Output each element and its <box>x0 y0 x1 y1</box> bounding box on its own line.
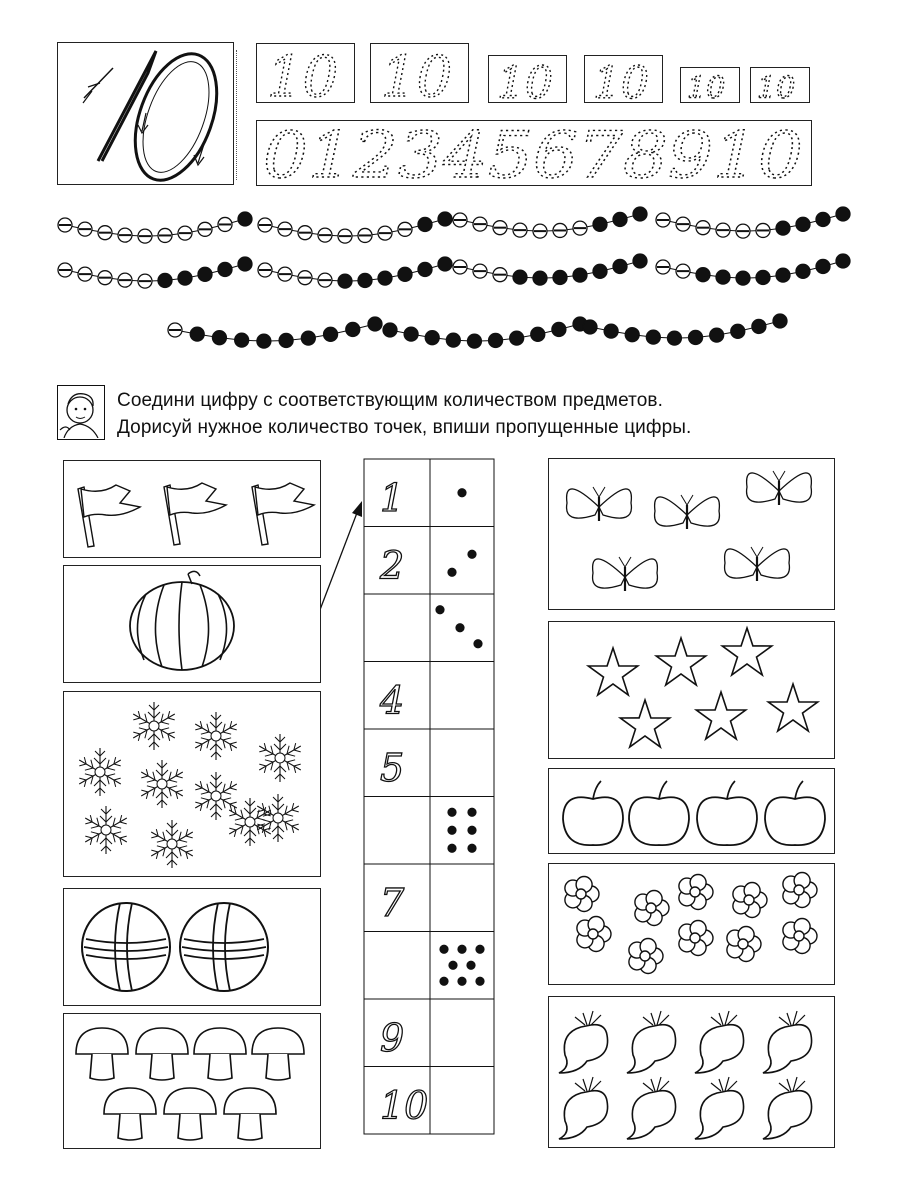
flower <box>565 877 599 912</box>
instruction-line-1: Соедини цифру с соответствующим количеством предметов. <box>117 390 663 411</box>
dot <box>473 639 482 648</box>
dotted-divider <box>236 50 237 180</box>
dot <box>467 844 476 853</box>
mushroom <box>224 1088 276 1140</box>
bead-dark <box>190 327 204 341</box>
flower <box>679 921 713 956</box>
mushroom <box>104 1088 156 1140</box>
bead-dark <box>158 273 172 287</box>
table-row <box>364 999 494 1067</box>
star <box>722 628 771 675</box>
card-mushrooms <box>63 1013 321 1149</box>
dot <box>447 844 456 853</box>
bead-dark <box>633 207 647 221</box>
bead-dark <box>836 207 850 221</box>
bead-dark <box>553 270 567 284</box>
svg-text:10: 10 <box>757 71 796 102</box>
ball <box>180 903 268 991</box>
apple <box>563 781 623 845</box>
mushroom <box>164 1088 216 1140</box>
radish <box>627 1077 676 1139</box>
flower <box>783 919 817 954</box>
bead-dark <box>301 331 315 345</box>
butterfly <box>655 495 720 529</box>
star <box>768 684 817 731</box>
table-row <box>364 932 494 1000</box>
radish <box>695 1077 744 1139</box>
bead-dark <box>531 327 545 341</box>
radish <box>627 1011 676 1073</box>
butterfly <box>567 487 632 521</box>
svg-text:012345678910: 012345678910 <box>263 121 803 185</box>
mushroom <box>194 1028 246 1080</box>
apple <box>765 781 825 845</box>
bead-dark <box>404 327 418 341</box>
dot <box>447 808 456 817</box>
bead-string <box>58 212 252 243</box>
bead-dark <box>736 271 750 285</box>
bead-dark <box>696 268 710 282</box>
mushroom <box>136 1028 188 1080</box>
star <box>656 638 705 685</box>
bead-string <box>258 212 452 243</box>
bead-dark <box>368 317 382 331</box>
bead-dark <box>583 320 597 334</box>
snowflake <box>82 806 130 854</box>
bead-dark <box>816 259 830 273</box>
table-row <box>364 1067 494 1135</box>
row-number: 10 <box>380 1083 429 1128</box>
dot <box>457 977 466 986</box>
bead-dark <box>710 328 724 342</box>
bead-dark <box>398 267 412 281</box>
snowflake <box>192 712 240 760</box>
flower <box>577 917 611 952</box>
bead-dark <box>613 259 627 273</box>
snowflake <box>76 748 124 796</box>
bead-string <box>58 257 252 288</box>
bead-dark <box>776 268 790 282</box>
snowflake <box>192 772 240 820</box>
dot <box>439 977 448 986</box>
bead-dark <box>552 322 566 336</box>
dot <box>475 977 484 986</box>
card-butterflies <box>548 458 835 610</box>
dot <box>475 945 484 954</box>
bead-dark <box>438 212 452 226</box>
bead-dark <box>346 322 360 336</box>
dot <box>439 945 448 954</box>
bead-dark <box>613 212 627 226</box>
row-number: 5 <box>380 746 405 790</box>
mushroom <box>76 1028 128 1080</box>
traced-ten-4 <box>584 55 663 103</box>
apple <box>697 781 757 845</box>
flower <box>629 939 663 974</box>
traced-ten-5 <box>680 67 740 103</box>
card-flowers <box>548 863 835 985</box>
bead-dark <box>257 334 271 348</box>
bead-dark <box>633 254 647 268</box>
bead-dark <box>796 264 810 278</box>
card-stars <box>548 621 835 759</box>
ball <box>82 903 170 991</box>
butterfly <box>593 557 658 591</box>
flower <box>783 873 817 908</box>
bead-string <box>168 317 382 348</box>
flower <box>727 927 761 962</box>
radish <box>559 1011 608 1073</box>
traced-ten-6 <box>750 67 810 103</box>
bead-dark <box>467 334 481 348</box>
bead-string <box>453 254 647 285</box>
bead-dark <box>625 328 639 342</box>
dot <box>447 826 456 835</box>
mushroom <box>252 1028 304 1080</box>
bead-dark <box>716 270 730 284</box>
bead-string <box>656 254 850 285</box>
bead-dark <box>358 273 372 287</box>
bead-dark <box>418 217 432 231</box>
radish <box>695 1011 744 1073</box>
traced-ten-1 <box>256 43 355 103</box>
svg-text:10: 10 <box>593 58 649 102</box>
snowflake <box>254 794 302 842</box>
bead-dark <box>425 331 439 345</box>
bead-dark <box>238 257 252 271</box>
snowflake <box>256 734 304 782</box>
bead-string <box>656 207 850 238</box>
digit-tracing-row <box>256 120 812 186</box>
card-flags <box>63 460 321 558</box>
bead-dark <box>178 271 192 285</box>
flower <box>679 875 713 910</box>
bead-dark <box>604 324 618 338</box>
radish <box>763 1011 812 1073</box>
traced-ten-3 <box>488 55 567 103</box>
bead-strings <box>55 205 855 375</box>
bead-dark <box>378 271 392 285</box>
dot <box>447 568 456 577</box>
dot <box>455 623 464 632</box>
bead-dark <box>446 333 460 347</box>
bead-dark <box>533 271 547 285</box>
bead-dark <box>383 323 397 337</box>
radish <box>559 1077 608 1139</box>
snowflake <box>148 820 196 868</box>
butterfly <box>725 547 790 581</box>
bead-dark <box>338 274 352 288</box>
row-number: 4 <box>380 678 405 723</box>
card-radishes <box>548 996 835 1148</box>
number-table <box>360 455 500 1145</box>
bead-string <box>453 207 647 238</box>
boy-face-icon <box>57 385 105 440</box>
bead-dark <box>731 324 745 338</box>
butterfly <box>747 471 812 505</box>
flag <box>164 483 226 545</box>
dot <box>435 605 444 614</box>
bead-dark <box>773 314 787 328</box>
bead-dark <box>593 264 607 278</box>
big-numeral-box <box>57 42 234 185</box>
dot <box>457 945 466 954</box>
svg-text:10: 10 <box>687 71 726 102</box>
star <box>588 648 637 695</box>
snowflake <box>130 702 178 750</box>
bead-dark <box>573 268 587 282</box>
dot <box>448 961 457 970</box>
big-numeral-ten <box>58 43 233 184</box>
snowflake <box>226 798 274 846</box>
card-apples <box>548 768 835 854</box>
dot <box>467 808 476 817</box>
flag <box>78 485 140 547</box>
star <box>620 700 669 747</box>
bead-dark <box>752 319 766 333</box>
row-number: 9 <box>380 1016 405 1060</box>
row-number: 7 <box>380 881 405 925</box>
bead-dark <box>212 331 226 345</box>
table-row <box>364 527 494 595</box>
dot <box>467 550 476 559</box>
star <box>696 692 745 739</box>
bead-dark <box>279 333 293 347</box>
bead-dark <box>816 212 830 226</box>
flower <box>733 883 767 918</box>
flower <box>635 891 669 926</box>
table-row <box>364 797 494 865</box>
bead-dark <box>667 331 681 345</box>
bead-dark <box>756 270 770 284</box>
bead-dark <box>836 254 850 268</box>
bead-dark <box>510 331 524 345</box>
snowflake <box>138 760 186 808</box>
bead-dark <box>324 327 338 341</box>
traced-ten-2 <box>370 43 469 103</box>
bead-dark <box>489 333 503 347</box>
bead-dark <box>689 330 703 344</box>
row-number: 1 <box>380 476 405 520</box>
table-row <box>364 662 494 730</box>
radish <box>763 1077 812 1139</box>
card-snowflakes <box>63 691 321 877</box>
instruction-line-2: Дорисуй нужное количество точек, впиши пропущенные цифры. <box>117 417 692 438</box>
table-row <box>364 729 494 797</box>
card-watermelon <box>63 565 321 683</box>
table-row <box>364 459 494 527</box>
dot <box>466 961 475 970</box>
bead-dark <box>646 330 660 344</box>
table-row <box>364 594 494 662</box>
bead-string <box>583 314 787 345</box>
bead-dark <box>198 267 212 281</box>
bead-dark <box>238 212 252 226</box>
flag <box>252 483 314 545</box>
apple <box>629 781 689 845</box>
bead-dark <box>776 221 790 235</box>
bead-dark <box>593 217 607 231</box>
bead-dark <box>796 217 810 231</box>
bead-dark <box>418 262 432 276</box>
bead-dark <box>513 270 527 284</box>
svg-text:10: 10 <box>267 45 339 102</box>
table-row <box>364 864 494 932</box>
dot <box>467 826 476 835</box>
bead-dark <box>235 333 249 347</box>
svg-text:10: 10 <box>497 58 553 102</box>
row-number: 2 <box>380 543 405 588</box>
card-balls <box>63 888 321 1006</box>
svg-text:10: 10 <box>381 45 453 102</box>
dot <box>457 488 466 497</box>
bead-string <box>258 257 452 288</box>
bead-dark <box>438 257 452 271</box>
bead-dark <box>218 262 232 276</box>
bead-string <box>383 317 587 348</box>
